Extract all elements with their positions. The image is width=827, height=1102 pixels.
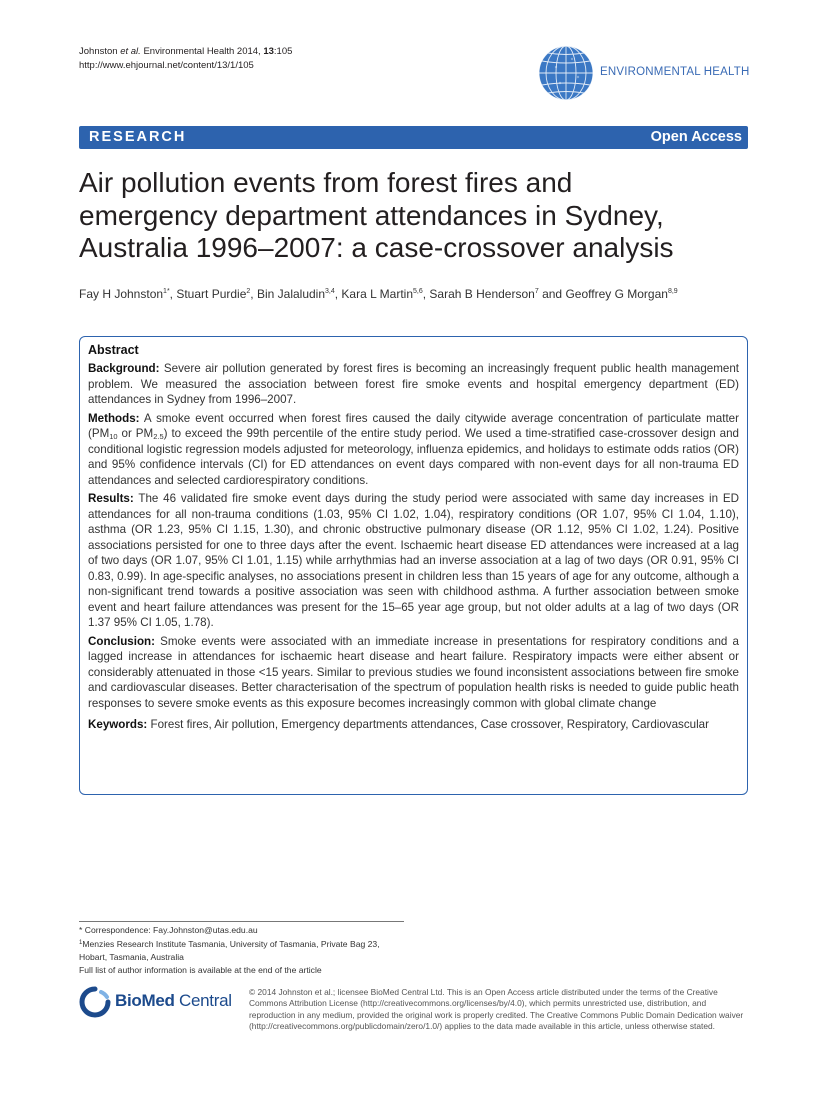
abstract-box bbox=[79, 336, 748, 795]
publisher-name: BioMed Central bbox=[115, 991, 232, 1010]
footnotes bbox=[79, 924, 439, 977]
journal-name: ENVIRONMENTAL HEALTH bbox=[600, 66, 750, 78]
section-label: Background: bbox=[88, 362, 160, 375]
section-label: Conclusion: bbox=[88, 634, 155, 648]
author-info-note: Full list of author information is available at the end of the article bbox=[79, 965, 322, 975]
license-text: © 2014 Johnston et al.; licensee BioMed Central Ltd. This is an Open Access article distributed under the terms of the Creative Commons Attribution License (http://creativecommons.org/licenses/by/4.0), which permits unrestricted use, distribution, and reproduction in any medium, provided the original work is properly credited. The Creative Commons Public Domain Dedication waiver (http://creativecommons.org/publicdomain/zero/1.0/) applies to the data made available in this article, unless otherwise stated. bbox=[249, 987, 744, 1031]
title-line: Air pollution events from forest fires and bbox=[79, 167, 573, 198]
affiliation-note: $^1$Menzies Research Institute Tasmania, University of Tasmania, Private Bag 23, bbox=[79, 939, 380, 949]
abstract-results: Results: The 46 validated fire smoke event days during the study period were associated with same day increases in ED attendances for all non-trauma conditions (1.03, 95% CI 1.02, 1.04), respiratory conditions (OR 1.07, 95% CI 1.04, 1.10), asthma (OR 1.23, 95% CI 1.15, 1.30), and chronic obstructive pulmonary disease (OR 1.12, 95% CI 1.02, 1.24). Positive associations persisted for one to three days after the event. Ischaemic heart disease ED attendances were increased at a lag of two days (OR 1.07, 95% CI 1.01, 1.15) while arrhythmias had an inverse association at a lag of two days (OR 0.91, 95% CI 0.83, 0.99). In age-specific analyses, no associations present in children less than 15 years of age for any outcome, although a non-significant trend towards a positive association was seen with childhood asthma. A further association between smoke event and heart failure attendances was present for the 15–65 year age group, but not older adults at a lag of two days (OR 1.37 95% CI 1.05, 1.78). bbox=[88, 492, 739, 629]
author-name: Kara L Martin bbox=[341, 287, 414, 301]
author-name: Geoffrey G Morgan bbox=[565, 287, 668, 301]
journal-logo bbox=[538, 45, 753, 101]
article-title bbox=[79, 167, 759, 265]
citation-line: Johnston et al. Environmental Health 2014, 13:105 bbox=[79, 46, 293, 57]
author-affiliation-mark: 5,6 bbox=[413, 288, 423, 295]
abstract-methods: Methods: A smoke event occurred when forest fires caused the daily citywide average concentration of particulate matter ($PM_{10}$ or $PM_{2.5}$) to exceed the 99th percentile of the entire study period. We used a time-stratified case-crossover design and conditional logistic regression models adjusted for meteorology, influenza epidemics, and holidays to estimate odds ratios (OR) and 95% confidence intervals (CI) for ED attendances on event days compared with non-event days for all non-trauma ED attendances and selected cardiorespiratory conditions. bbox=[88, 411, 739, 487]
publisher-logo bbox=[79, 986, 239, 1020]
open-access-label: Open Access bbox=[650, 129, 742, 145]
abstract-conclusion: Conclusion: Smoke events were associated with an immediate increase in presentations for respiratory conditions and a lagged increase in attendances for ischaemic heart disease and heart failure. Respiratory impacts were either absent or considerably attenuated in those <15 years. Similar to previous studies we found inconsistent associations between fire smoke and cardiovascular diseases. Better characterisation of the spectrum of population health risks is needed to guide public heath responses to severe smoke events as this exposure becomes increasingly common with global climate change bbox=[88, 634, 739, 710]
title-line: emergency department attendances in Sydney, bbox=[79, 199, 664, 231]
biomed-central-ring-icon bbox=[79, 986, 111, 1018]
globe-icon bbox=[538, 45, 594, 101]
article-type-banner bbox=[79, 126, 748, 149]
title-line: Australia 1996–2007: a case-crossover analysis bbox=[79, 232, 674, 263]
article-url-link[interactable]: http://www.ehjournal.net/content/13/1/105 bbox=[79, 60, 254, 71]
author-name: Stuart Purdie bbox=[176, 287, 247, 301]
article-citation bbox=[79, 45, 292, 73]
author-affiliation-mark: 7 bbox=[534, 288, 539, 295]
section-label: Methods: bbox=[88, 411, 140, 425]
correspondence-note: * Correspondence: Fay.Johnston@utas.edu.au bbox=[79, 925, 258, 935]
abstract-keywords: Keywords: Forest fires, Air pollution, Emergency departments attendances, Case crossover, Respiratory, Cardiovascular bbox=[88, 718, 709, 731]
author-name: Bin Jalaludin bbox=[256, 287, 326, 301]
section-label: Results: bbox=[88, 492, 134, 505]
footnote-divider bbox=[79, 921, 404, 922]
author-list: Fay H Johnston$^{1*}$, Stuart Purdie$^2$, Bin Jalaludin$^{3,4}$, Kara L Martin$^{5,6}$, Sarah B Henderson$^7$ and Geoffrey G Morgan$^{8,9}$ bbox=[79, 287, 678, 301]
author-affiliation-mark: 1* bbox=[163, 288, 170, 295]
author-affiliation-mark: 8,9 bbox=[667, 288, 678, 295]
citation-etal: et al. bbox=[120, 46, 141, 57]
abstract-background: Background: Severe air pollution generated by forest fires is becoming an increasingly frequent public health management problem. We measured the association between forest fire smoke events and hospital emergency department (ED) attendances in Sydney from 1996–2007. bbox=[88, 362, 739, 406]
citation-volume: 13 bbox=[263, 46, 274, 57]
author-affiliation-mark: 3,4 bbox=[325, 288, 335, 295]
author-affiliation-mark: 2 bbox=[246, 288, 251, 295]
abstract-heading: Abstract bbox=[88, 343, 139, 357]
author-name: Sarah B Henderson bbox=[429, 287, 535, 301]
affiliation-note-cont: Hobart, Tasmania, Australia bbox=[79, 952, 184, 962]
author-name: Fay H Johnston bbox=[79, 287, 164, 301]
section-label: Keywords: bbox=[88, 718, 148, 731]
article-type-label: RESEARCH bbox=[89, 129, 187, 145]
